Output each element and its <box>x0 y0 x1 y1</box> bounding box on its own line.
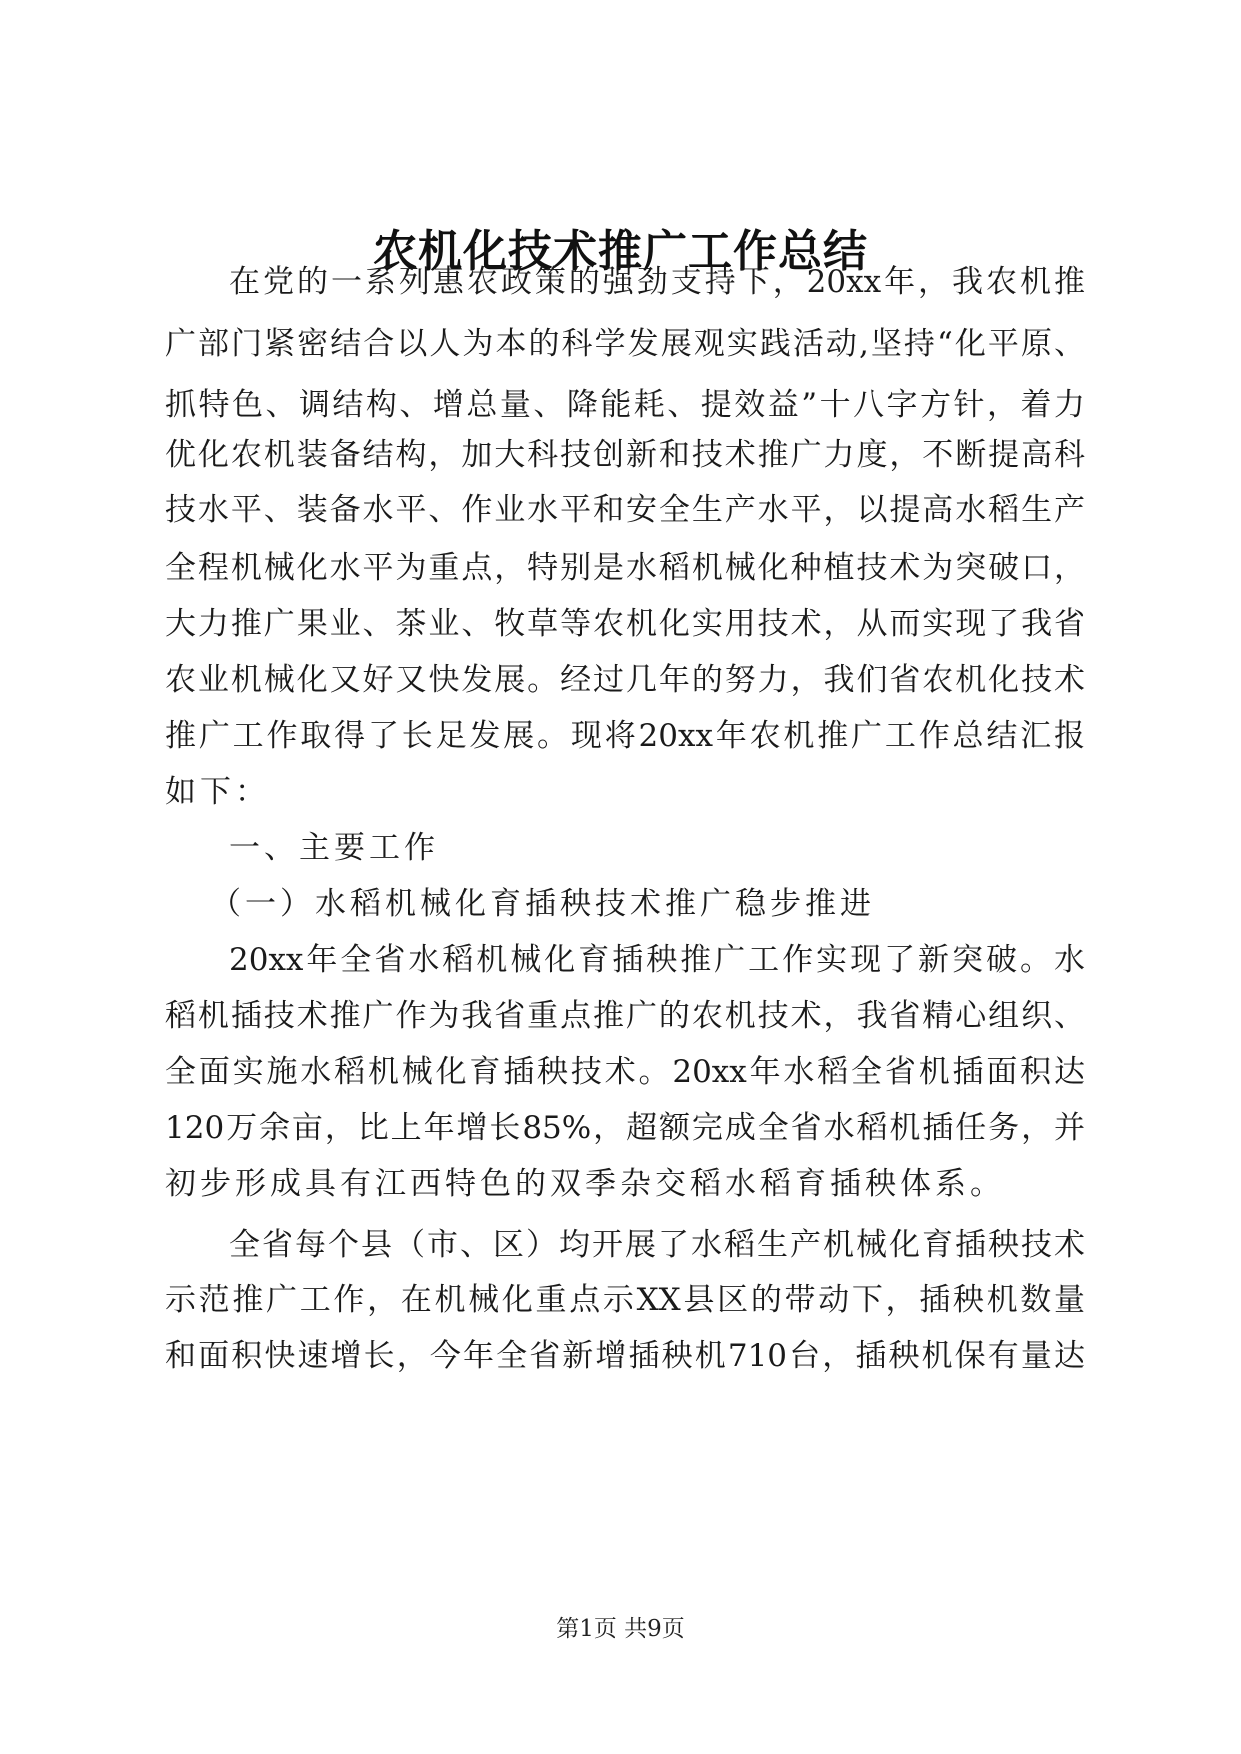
paragraph-line: 技水平、装备水平、作业水平和安全生产水平，以提高水稻生产 <box>165 492 1085 528</box>
paragraph-line: 20xx年全省水稻机械化育插秧推广工作实现了新突破。水 <box>229 942 1085 978</box>
paragraph-line: 抓特色、调结构、增总量、降能耗、提效益”十八字方针，着力 <box>165 387 1085 423</box>
paragraph-line: 初步形成具有江西特色的双季杂交稻水稻育插秧体系。 <box>165 1166 1005 1202</box>
paragraph-line: 广部门紧密结合以人为本的科学发展观实践活动,坚持“化平原、 <box>165 326 1085 362</box>
document-title: 农机化技术推广工作总结 <box>373 226 868 277</box>
paragraph-line: 全程机械化水平为重点，特别是水稻机械化种植技术为突破口， <box>165 550 1085 586</box>
subsection-heading: （一）水稻机械化育插秧技术推广稳步推进 <box>210 886 875 922</box>
page-footer: 第1页 共9页 <box>556 1616 685 1642</box>
paragraph-line: 在党的一系列惠农政策的强劲支持下，20xx年，我农机推 <box>229 264 1085 300</box>
paragraph-line: 农业机械化又好又快发展。经过几年的努力，我们省农机化技术 <box>165 662 1085 698</box>
paragraph-line: 如下： <box>165 774 270 810</box>
paragraph-line: 稻机插技术推广作为我省重点推广的农机技术，我省精心组织、 <box>165 998 1085 1034</box>
paragraph-line: 示范推广工作，在机械化重点示XX县区的带动下，插秧机数量 <box>165 1282 1085 1318</box>
section-heading: 一、主要工作 <box>229 830 439 866</box>
paragraph-line: 优化农机装备结构，加大科技创新和技术推广力度，不断提高科 <box>165 437 1085 473</box>
paragraph-line: 120万余亩，比上年增长85%，超额完成全省水稻机插任务，并 <box>165 1110 1085 1146</box>
paragraph-line: 大力推广果业、茶业、牧草等农机化实用技术，从而实现了我省 <box>165 606 1085 642</box>
paragraph-line: 全省每个县（市、区）均开展了水稻生产机械化育插秧技术 <box>229 1227 1085 1263</box>
paragraph-line: 全面实施水稻机械化育插秧技术。20xx年水稻全省机插面积达 <box>165 1054 1085 1090</box>
paragraph-line: 和面积快速增长，今年全省新增插秧机710台，插秧机保有量达 <box>165 1338 1085 1374</box>
paragraph-line: 推广工作取得了长足发展。现将20xx年农机推广工作总结汇报 <box>165 718 1085 754</box>
